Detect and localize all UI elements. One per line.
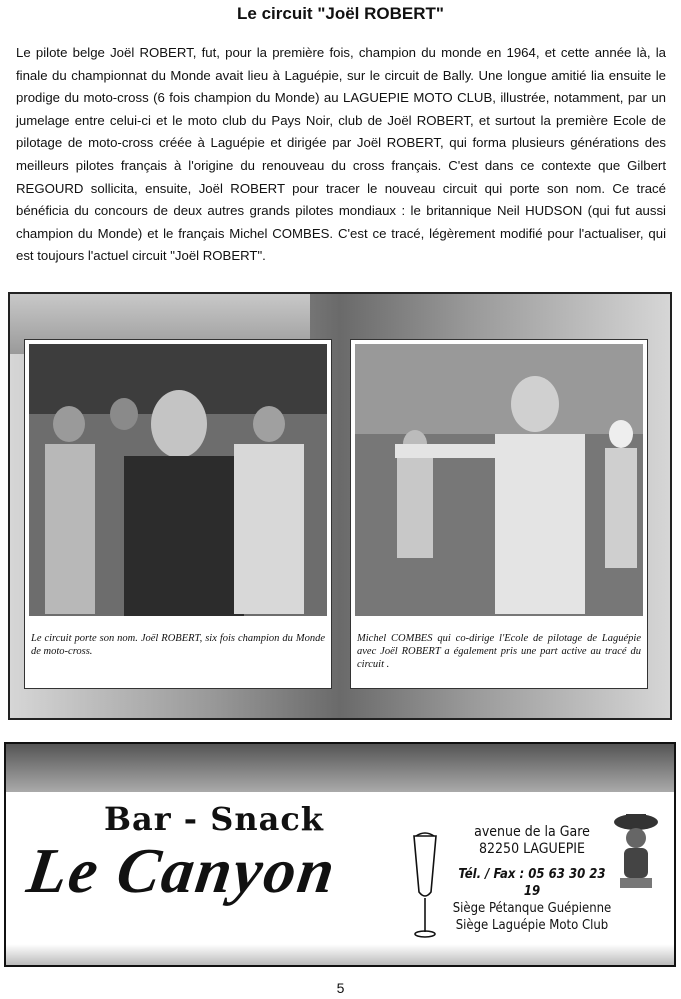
ad-address-line2: 82250 LAGUEPIE [479,841,585,857]
ad-contact [452,824,612,934]
page-number: 5 [336,980,345,996]
beer-glass-icon [410,832,440,942]
ad-info1: Siège Pétanque Guépienne [452,901,612,916]
ad-line2: Le Canyon [23,835,341,906]
ad-line1: Bar - Snack [104,800,324,838]
ad-address-line1: avenue de la Gare [474,824,590,840]
photo-michel-combes [355,344,643,616]
page-title: Le circuit "Joël ROBERT" [237,4,444,23]
photo-frame-left [24,339,332,689]
mascot-icon [612,810,660,896]
photo-section [8,292,672,720]
ad-band [6,744,674,792]
photo-caption-right: Michel COMBES qui co-dirige l'Ecole de pilotage de Laguépie avec Joël ROBERT a également pris une part active au tracé du circuit . [357,633,641,670]
photo-joel-robert [29,344,327,616]
ad-phone: Tél. / Fax : 05 63 30 23 19 [458,867,606,899]
ad-info2: Siège Laguépie Moto Club [455,918,609,933]
photo-frame-right [350,339,648,689]
photo-caption-left: Le circuit porte son nom. Joël ROBERT, six fois champion du Monde de moto-cross. [31,633,325,657]
article-text: Le pilote belge Joël ROBERT, fut, pour la première fois, champion du monde en 1964, et cette année là, la finale du championnat du Monde avait lieu à Laguépie, sur le circuit de Bally. Une longue amitié lia ensuite le prodige du moto-cross (6 fois champion du Monde) au LAGUEPIE MOTO CLUB, illustrée, notamment, par un jumelage entre celui-ci et le moto club du Pays Noir, club de Joël ROBERT, et surtout la première Ecole de pilotage de moto-cross créée à Laguépie et dirigée par Joël ROBERT, qui forma plusieurs générations des meilleurs pilotes français à l'origine du renouveau du cross français. C'est dans ce contexte que Gilbert REGOURD sollicita, ensuite, Joël ROBERT pour tracer le nouveau circuit qui porte son nom. Ce tracé bénéficia du concours de deux autres grands pilotes mondiaux : le britannique Neil HUDSON (qui fut aussi champion du Monde) et le français Michel COMBES. C'est ce tracé, légèrement modifié pour l'actualiser, qui est toujours l'actuel circuit "Joël ROBERT". [16,45,666,264]
advertisement [4,742,676,967]
